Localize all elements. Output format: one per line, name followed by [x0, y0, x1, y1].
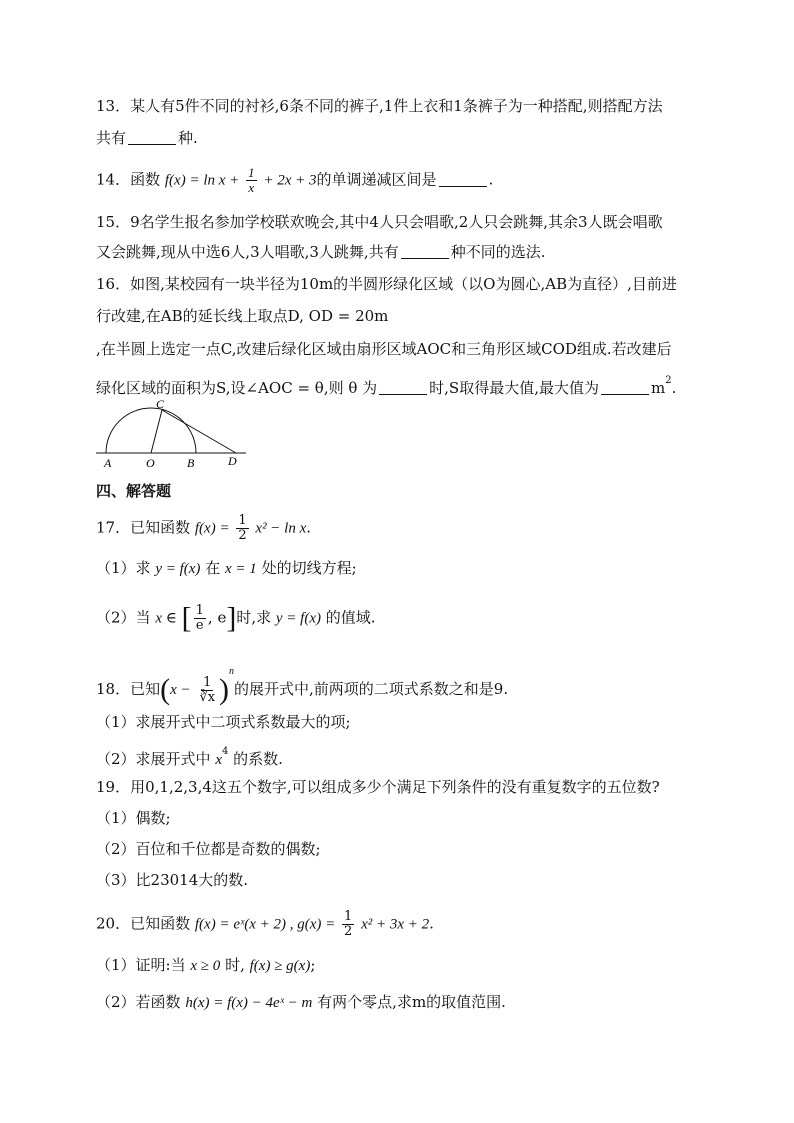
q20-part1: [96, 955, 315, 976]
q14-expr-b: + 2x + 3: [263, 172, 317, 189]
q19-part3: （3）比23014大的数.: [96, 871, 249, 889]
q20-p1-e: ;: [310, 956, 316, 974]
q20-expr-g: x² + 3x + 2: [361, 916, 430, 933]
q14-label: 14．函数: [96, 170, 161, 189]
q20-fraction: [342, 910, 354, 939]
q18-p2-a: （2）求展开式中: [96, 750, 211, 768]
q13-text-end: 种.: [178, 129, 198, 147]
q17-p1-d: x = 1: [225, 561, 257, 577]
q16-text-b: 时,S取得最大值,最大值为: [429, 379, 599, 397]
figure-label-o: O: [146, 456, 155, 470]
right-bracket: ]: [226, 601, 237, 635]
q17-expr-b: x² − ln x: [255, 520, 307, 537]
q17-p1-b: y = f(x): [155, 561, 201, 577]
q13-text: 共有: [96, 129, 127, 147]
right-paren: ): [219, 673, 230, 706]
q18-p2-sup: 4: [222, 746, 229, 757]
q17-part1: [96, 558, 357, 579]
q20-p1-a: （1）证明:当: [96, 956, 186, 974]
q13-line2: [96, 128, 198, 148]
q16-line3: ,在半圆上选定一点C,改建后绿化区域由扇形区域AOC和三角形区域COD组成.若改建后: [96, 340, 672, 358]
q18-text: 的展开式中,前两项的二项式系数之和是9.: [234, 680, 509, 698]
q20-p1-c: 时,: [225, 956, 245, 974]
q17-expr-a: f(x) =: [194, 520, 230, 537]
q20-part2: [96, 992, 506, 1013]
q17-p2-e: 时,求: [236, 608, 272, 627]
q18-frac-num: 1: [203, 674, 212, 690]
q16-line1: 16．如图,某校园有一块半径为10m的半圆形绿化区域（以O为圆心,AB为直径）,目前进: [96, 275, 677, 293]
q16-unit: m: [650, 379, 666, 397]
q14-fraction: [246, 166, 257, 195]
q18-label: 18．已知: [96, 680, 161, 698]
q20-p2-a: （2）若函数: [96, 993, 181, 1011]
figure-label-a: A: [104, 456, 112, 470]
q15-line1: 15．9名学生报名参加学校联欢晚会,其中4人只会唱歌,2人只会跳舞,其余3人既会唱歌: [96, 213, 663, 231]
q15-answer-blank: [401, 244, 449, 259]
figure-label-c: C: [156, 398, 165, 411]
q18-expr: x −: [170, 682, 191, 698]
q18-p2-b: x: [215, 752, 222, 768]
q16-line4: [96, 371, 676, 398]
q20-p1-d: f(x) ≥ g(x): [249, 958, 311, 974]
q17-p2-b: x ∈: [155, 610, 177, 627]
q17-p1-e: 处的切线方程;: [261, 559, 357, 577]
q16-end: .: [671, 379, 677, 397]
section-heading: 四、解答题: [96, 482, 172, 500]
q15-line2: [96, 242, 546, 262]
figure-label-b: B: [187, 456, 195, 470]
q14-answer-blank: [439, 172, 487, 187]
q14-expr-a: f(x) = ln x +: [164, 172, 240, 189]
q17-p2-f: y = f(x): [275, 610, 321, 627]
figure-label-d: D: [228, 454, 237, 468]
q18-part1: （1）求展开式中二项式系数最大的项;: [96, 713, 351, 731]
q17-stem: [96, 514, 311, 543]
q18-frac-den: ∛x: [199, 689, 216, 705]
q17-frac-num: 1: [238, 513, 247, 528]
q13-answer-blank: [128, 130, 176, 145]
q17-p1-a: （1）求: [96, 559, 151, 577]
q20-frac-den: 2: [344, 924, 353, 939]
q15-text: 又会跳舞,现从中选6人,3人唱歌,3人跳舞,共有: [96, 243, 399, 261]
q16-unit-sup: 2: [665, 375, 672, 386]
q17-fraction: [236, 514, 248, 543]
q16-line2: 行改建,在AB的延长线上取点D, OD = 20m: [96, 307, 389, 325]
q17-label: 17．已知函数: [96, 518, 191, 537]
q18-p2-c: 的系数.: [233, 750, 283, 768]
q16-answer-blank-1: [379, 380, 427, 395]
semicircle-figure: [94, 398, 254, 470]
q14-frac-num: 1: [248, 165, 255, 180]
q17-frac-den: 2: [238, 528, 247, 543]
q20-stem: [96, 910, 434, 939]
q19-part1: （1）偶数;: [96, 809, 171, 827]
q20-frac-num: 1: [344, 909, 353, 924]
q13-line1: 13．某人有5件不同的衬衫,6条不同的裤子,1件上衣和1条裤子为一种搭配,则搭配方法: [96, 97, 663, 115]
q18-fraction: [197, 676, 217, 705]
q17-p2-a: （2）当: [96, 608, 151, 627]
q20-end: .: [429, 914, 434, 933]
q20-label: 20．已知函数: [96, 914, 191, 933]
q17-part2: [96, 601, 376, 635]
q20-p2-b: h(x) = f(x) − 4eˣ − m: [185, 995, 313, 1011]
q17-p1-c: 在: [205, 559, 221, 577]
q20-p2-c: 有两个零点,求m的取值范围.: [317, 993, 506, 1011]
q14-end: .: [488, 170, 494, 189]
q16-text-a: 绿化区域的面积为S,设∠AOC = θ,则 θ 为: [96, 379, 378, 397]
q17-p2-g: 的值域.: [325, 608, 376, 627]
q15-text-end: 种不同的选法.: [450, 243, 546, 261]
q17-p2-frac-num: 1: [195, 603, 204, 618]
q14-line: [96, 166, 493, 195]
left-bracket: [: [181, 601, 192, 635]
q20-p1-b: x ≥ 0: [190, 958, 221, 974]
q18-exponent: n: [229, 666, 235, 677]
q17-end: .: [306, 518, 312, 537]
q17-p2-frac-den: e: [195, 618, 204, 633]
q14-text: 的单调递减区间是: [316, 170, 437, 189]
q20-expr-f: f(x) = eˣ(x + 2) , g(x) =: [194, 916, 336, 933]
q18-stem: [96, 662, 508, 705]
q17-p2-d: , e: [207, 608, 227, 627]
q17-p2-fraction: [194, 604, 206, 633]
left-paren: (: [160, 673, 171, 706]
q19-stem: 19．用0,1,2,3,4这五个数字,可以组成多少个满足下列条件的没有重复数字的五位数?: [96, 778, 660, 796]
q16-answer-blank-2: [601, 380, 649, 395]
q14-frac-den: x: [248, 180, 255, 195]
q19-part2: （2）百位和千位都是奇数的偶数;: [96, 840, 321, 858]
q18-part2: [96, 742, 283, 770]
